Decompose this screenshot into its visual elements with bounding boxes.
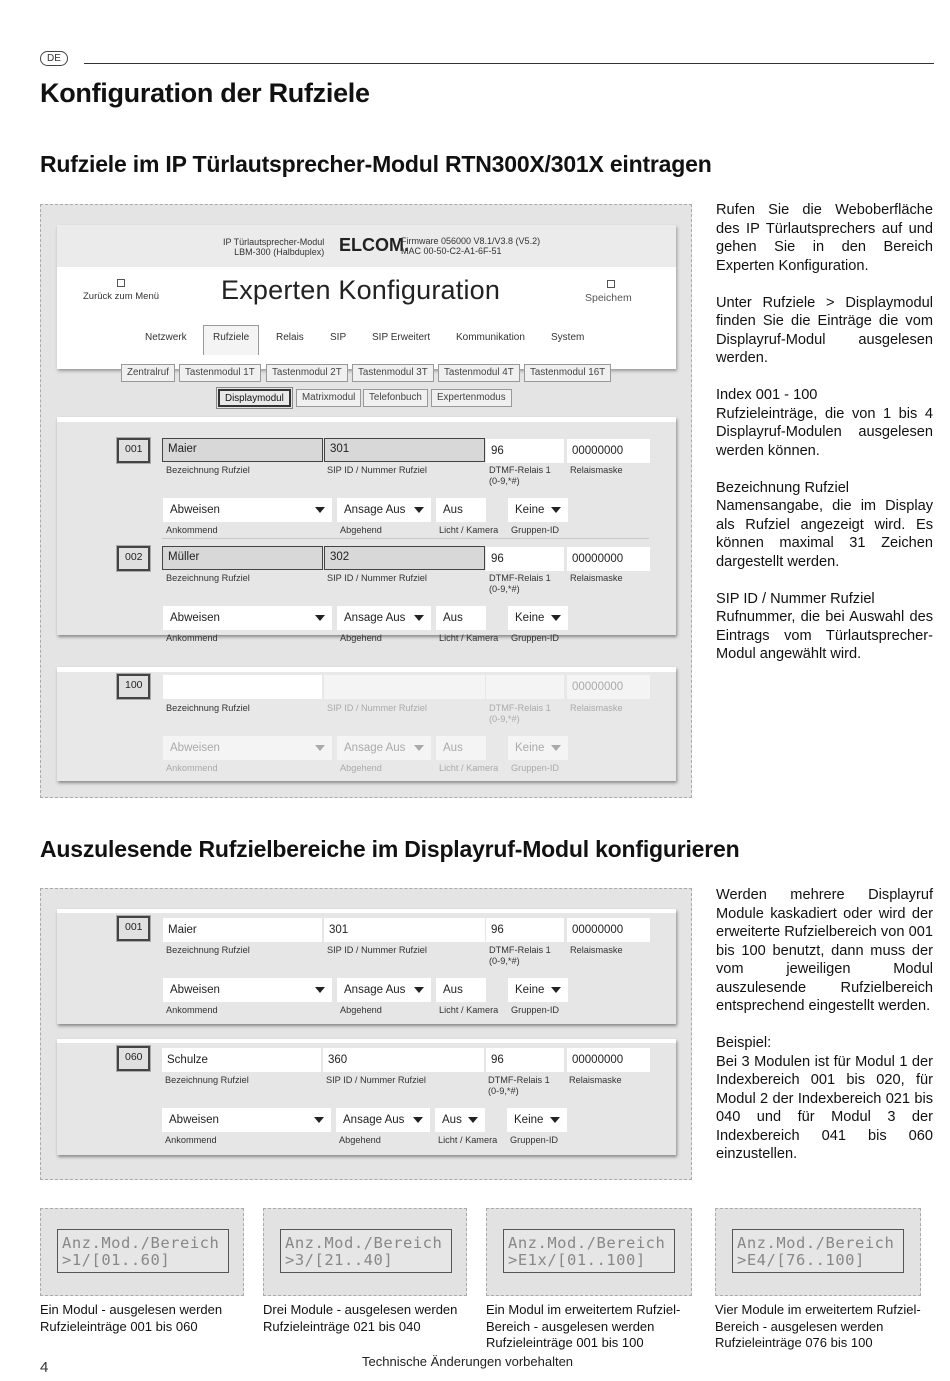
elcom-logo: ELCOM. bbox=[339, 235, 409, 255]
lcd-display-example bbox=[263, 1208, 467, 1296]
tab-relais[interactable]: Relais bbox=[276, 332, 304, 343]
outgoing-value: Ansage Aus bbox=[344, 984, 406, 996]
definition: Rufnummer, die bei Auswahl des Eintrags vom Türlautsprecher-Modul angewählt wird. bbox=[716, 609, 933, 662]
paragraph bbox=[716, 590, 933, 664]
incoming-select[interactable] bbox=[163, 498, 332, 522]
group-select[interactable] bbox=[508, 978, 568, 1002]
dtmf-field[interactable]: 96 bbox=[486, 918, 564, 942]
group-select[interactable] bbox=[507, 1108, 567, 1132]
incoming-label: Ankommend bbox=[166, 633, 218, 643]
mask-label: Relaismaske bbox=[569, 1075, 622, 1085]
lcd-caption: Ein Modul - ausgelesen werden Rufzieleinträge 001 bis 060 bbox=[40, 1302, 223, 1334]
entry-index: 001 bbox=[117, 438, 150, 463]
group-select[interactable] bbox=[508, 736, 568, 760]
sip-label: SIP ID / Nummer Rufziel bbox=[327, 465, 427, 475]
subtab-tastenmodul-4t[interactable]: Tastenmodul 4T bbox=[438, 364, 520, 382]
incoming-value: Abweisen bbox=[170, 742, 220, 754]
outgoing-select[interactable] bbox=[336, 1108, 430, 1132]
chevron-down-icon bbox=[551, 745, 561, 751]
group-label: Gruppen-ID bbox=[511, 1005, 560, 1015]
tab-netzwerk[interactable]: Netzwerk bbox=[145, 332, 187, 343]
entry-panel bbox=[57, 909, 676, 1024]
chevron-down-icon bbox=[551, 987, 561, 993]
sip-id-field[interactable]: 301 bbox=[324, 438, 485, 462]
device-info bbox=[223, 237, 324, 257]
dtmf-label: DTMF-Relais 1 bbox=[489, 703, 551, 713]
group-label: Gruppen-ID bbox=[511, 525, 560, 535]
lcd-screen bbox=[503, 1229, 675, 1273]
term: SIP ID / Nummer Rufziel bbox=[716, 590, 875, 607]
name-field[interactable] bbox=[163, 675, 322, 699]
mask-label: Relaismaske bbox=[570, 465, 623, 475]
entries-panel bbox=[57, 417, 676, 643]
device-name: IP Türlautsprecher-Modul bbox=[223, 237, 325, 247]
lcd-screen bbox=[57, 1229, 229, 1273]
name-label: Bezeichnung Rufziel bbox=[165, 1075, 249, 1085]
incoming-select[interactable] bbox=[163, 606, 332, 630]
expert-config-title: Experten Konfiguration bbox=[221, 275, 501, 305]
dtmf-label: DTMF-Relais 1 bbox=[489, 573, 551, 583]
lcd-line: >E4/[76..100] bbox=[737, 1251, 865, 1269]
incoming-select[interactable] bbox=[163, 978, 332, 1002]
mask-label: Relaismaske bbox=[570, 703, 623, 713]
subtab-displaymodul[interactable]: Displaymodul bbox=[218, 389, 291, 407]
dtmf-label: DTMF-Relais 1 bbox=[488, 1075, 550, 1085]
outgoing-label: Abgehend bbox=[340, 525, 382, 535]
light-label: Licht / Kamera bbox=[439, 525, 499, 535]
light-label: Licht / Kamera bbox=[438, 1135, 498, 1145]
lcd-display-example bbox=[40, 1208, 244, 1296]
paragraph: Unter Rufziele > Displaymodul finden Sie die Einträge die vom Displayruf-Modul ausgelesen werden. bbox=[716, 294, 933, 366]
chevron-down-icon bbox=[315, 507, 325, 513]
dtmf-hint: (0-9,*#) bbox=[489, 714, 520, 724]
outgoing-label: Abgehend bbox=[340, 763, 382, 773]
lcd-line: >3/[21..40] bbox=[285, 1251, 394, 1269]
section2-title: Auszulesende Rufzielbereiche im Displayruf-Modul konfigurieren bbox=[40, 836, 740, 862]
example-text: Bei 3 Modulen ist für Modul 1 der Indexbereich 001 bis 020, für Modul 2 der Indexbereich 021 bis 040 und für Modul 3 der Indexbereich 041 bis 060 einzustellen. bbox=[716, 1053, 933, 1162]
back-to-menu-link[interactable]: Zurück zum Menü bbox=[83, 291, 160, 302]
language-badge: DE bbox=[40, 51, 68, 66]
dtmf-label: DTMF-Relais 1 bbox=[489, 465, 551, 475]
sip-id-field[interactable]: 302 bbox=[324, 546, 485, 570]
main-tabs bbox=[57, 325, 676, 369]
entry-index: 060 bbox=[117, 1046, 150, 1071]
name-field[interactable]: Schulze bbox=[162, 1048, 321, 1072]
paragraph bbox=[716, 479, 933, 572]
dtmf-field[interactable]: 96 bbox=[486, 1048, 564, 1072]
relay-mask-field[interactable]: 00000000 bbox=[567, 918, 650, 942]
outgoing-select[interactable] bbox=[337, 978, 431, 1002]
mac-address: MAC 00-50-C2-A1-6F-51 bbox=[401, 246, 502, 256]
incoming-value: Abweisen bbox=[169, 1114, 219, 1126]
tab-kommunikation[interactable]: Kommunikation bbox=[456, 332, 525, 343]
dtmf-label: DTMF-Relais 1 bbox=[489, 945, 551, 955]
group-select[interactable] bbox=[508, 606, 568, 630]
lcd-caption: Vier Module im erweitertem Rufziel-Bereich - ausgelesen werden Rufzieleinträge 076 bis 100 bbox=[715, 1302, 921, 1350]
lcd-caption: Drei Module - ausgelesen werden Rufzieleinträge 021 bis 040 bbox=[263, 1302, 458, 1334]
dtmf-field[interactable] bbox=[486, 675, 564, 699]
lcd-display-example bbox=[715, 1208, 921, 1296]
group-value: Keine bbox=[514, 1114, 544, 1126]
outgoing-value: Ansage Aus bbox=[344, 742, 406, 754]
incoming-label: Ankommend bbox=[165, 1135, 217, 1145]
name-field[interactable]: Maier bbox=[162, 438, 323, 462]
mask-label: Relaismaske bbox=[570, 945, 623, 955]
chevron-down-icon bbox=[414, 507, 424, 513]
chevron-down-icon bbox=[414, 745, 424, 751]
light-value: Aus bbox=[442, 1114, 462, 1126]
lcd-screen bbox=[280, 1229, 452, 1273]
dtmf-hint: (0-9,*#) bbox=[489, 956, 520, 966]
relay-mask-field[interactable]: 00000000 bbox=[567, 439, 650, 463]
tab-sip-erweitert[interactable]: SIP Erweitert bbox=[372, 332, 431, 343]
subtab-tastenmodul-3t[interactable]: Tastenmodul 3T bbox=[352, 364, 434, 382]
chevron-down-icon bbox=[315, 987, 325, 993]
chevron-down-icon bbox=[315, 745, 325, 751]
light-value: Aus bbox=[443, 984, 463, 996]
paragraph bbox=[716, 386, 933, 460]
group-label: Gruppen-ID bbox=[511, 763, 560, 773]
incoming-label: Ankommend bbox=[166, 525, 218, 535]
lcd-line: Anz.Mod./Bereich bbox=[737, 1234, 895, 1252]
lcd-line: Anz.Mod./Bereich bbox=[62, 1234, 220, 1252]
name-label: Bezeichnung Rufziel bbox=[166, 945, 250, 955]
lcd-line: >1/[01..60] bbox=[62, 1251, 171, 1269]
chevron-down-icon bbox=[414, 987, 424, 993]
group-label: Gruppen-ID bbox=[510, 1135, 559, 1145]
name-label: Bezeichnung Rufziel bbox=[166, 573, 250, 583]
sip-id-field[interactable]: 301 bbox=[324, 918, 485, 942]
chevron-down-icon bbox=[413, 1117, 423, 1123]
firmware-info bbox=[401, 236, 540, 256]
sip-id-field[interactable]: 360 bbox=[323, 1048, 484, 1072]
outgoing-select[interactable] bbox=[337, 498, 431, 522]
row-divider bbox=[162, 538, 649, 539]
dtmf-field[interactable]: 96 bbox=[486, 547, 564, 571]
firmware-version: Firmware 056000 V8.1/V3.8 (V5.2) bbox=[401, 236, 541, 246]
entry-index: 002 bbox=[117, 546, 150, 571]
back-checkbox-icon[interactable] bbox=[117, 279, 125, 287]
light-select[interactable] bbox=[436, 978, 486, 1002]
header-rule bbox=[84, 63, 934, 64]
subtab-tastenmodul-16t[interactable]: Tastenmodul 16T bbox=[524, 364, 611, 382]
lcd-display-example bbox=[486, 1208, 692, 1296]
light-label: Licht / Kamera bbox=[439, 633, 499, 643]
lcd-screen bbox=[732, 1229, 904, 1273]
name-field[interactable]: Maier bbox=[163, 918, 322, 942]
group-label: Gruppen-ID bbox=[511, 633, 560, 643]
example-heading: Beispiel: bbox=[716, 1035, 772, 1051]
outgoing-label: Abgehend bbox=[339, 1135, 381, 1145]
outgoing-select[interactable] bbox=[337, 606, 431, 630]
chevron-down-icon bbox=[551, 615, 561, 621]
chevron-down-icon bbox=[551, 507, 561, 513]
sip-label: SIP ID / Nummer Rufziel bbox=[327, 945, 427, 955]
name-label: Bezeichnung Rufziel bbox=[166, 465, 250, 475]
sip-id-field[interactable] bbox=[324, 675, 485, 699]
group-value: Keine bbox=[515, 984, 545, 996]
save-link[interactable]: Speichem bbox=[585, 292, 632, 304]
tab-system[interactable]: System bbox=[551, 332, 585, 343]
light-label: Licht / Kamera bbox=[439, 763, 499, 773]
relay-mask-field[interactable]: 00000000 bbox=[567, 1048, 650, 1072]
chevron-down-icon bbox=[414, 615, 424, 621]
name-field[interactable]: Müller bbox=[162, 546, 323, 570]
sip-label: SIP ID / Nummer Rufziel bbox=[327, 703, 427, 713]
incoming-value: Abweisen bbox=[170, 612, 220, 624]
group-select[interactable] bbox=[508, 498, 568, 522]
incoming-select[interactable] bbox=[162, 1108, 331, 1132]
definition: Namensangabe, die im Display als Rufziel angezeigt wird. Es können maximal 31 Zeichen dargestellt werden. bbox=[716, 498, 933, 570]
web-ui-screenshot bbox=[40, 204, 692, 798]
subtab-expertenmodus[interactable]: Expertenmodus bbox=[431, 389, 512, 407]
subtab-tastenmodul-2t[interactable]: Tastenmodul 2T bbox=[266, 364, 348, 382]
save-checkbox-icon[interactable] bbox=[607, 280, 615, 288]
incoming-value: Abweisen bbox=[170, 504, 220, 516]
chevron-down-icon bbox=[315, 615, 325, 621]
range-config-screenshot bbox=[40, 888, 692, 1180]
light-value: Aus bbox=[443, 742, 463, 754]
entry-100-panel bbox=[57, 667, 676, 781]
lcd-line: Anz.Mod./Bereich bbox=[285, 1234, 443, 1252]
group-value: Keine bbox=[515, 742, 545, 754]
term: Bezeichnung Rufziel bbox=[716, 479, 850, 496]
section1-title: Rufziele im IP Türlautsprecher-Modul RTN300X/301X eintragen bbox=[40, 151, 712, 177]
section2-description bbox=[716, 886, 933, 1182]
paragraph bbox=[716, 1034, 933, 1164]
page-number: 4 bbox=[40, 1359, 49, 1376]
subtab-matrixmodul[interactable]: Matrixmodul bbox=[296, 389, 361, 407]
mask-label: Relaismaske bbox=[570, 573, 623, 583]
outgoing-value: Ansage Aus bbox=[344, 612, 406, 624]
device-info-strip bbox=[57, 225, 676, 267]
incoming-select[interactable] bbox=[163, 736, 332, 760]
definition: Rufzieleinträge, die von 1 bis 4 Displayruf-Modulen ausgelesen werden können. bbox=[716, 405, 933, 459]
incoming-label: Ankommend bbox=[166, 763, 218, 773]
config-header bbox=[57, 225, 676, 369]
lcd-line: >E1x/[01..100] bbox=[508, 1251, 646, 1269]
entry-panel bbox=[57, 1039, 676, 1155]
subtab-zentralruf[interactable]: Zentralruf bbox=[121, 364, 175, 382]
name-label: Bezeichnung Rufziel bbox=[166, 703, 250, 713]
term: Index 001 - 100 bbox=[716, 387, 818, 403]
chevron-down-icon bbox=[550, 1117, 560, 1123]
incoming-value: Abweisen bbox=[170, 984, 220, 996]
sip-label: SIP ID / Nummer Rufziel bbox=[326, 1075, 426, 1085]
light-value: Aus bbox=[443, 612, 463, 624]
outgoing-label: Abgehend bbox=[340, 1005, 382, 1015]
paragraph: Rufen Sie die Weboberfläche des IP Türlautsprechers auf und gehen Sie in den Bereich Experten Konfiguration. bbox=[716, 202, 933, 274]
outgoing-value: Ansage Aus bbox=[343, 1114, 405, 1126]
dtmf-field[interactable]: 96 bbox=[486, 439, 564, 463]
chevron-down-icon bbox=[314, 1117, 324, 1123]
page-title: Konfiguration der Rufziele bbox=[40, 78, 370, 108]
subtab-tastenmodul-1t[interactable]: Tastenmodul 1T bbox=[179, 364, 261, 382]
subtab-telefonbuch[interactable]: Telefonbuch bbox=[363, 389, 428, 407]
sip-label: SIP ID / Nummer Rufziel bbox=[327, 573, 427, 583]
dtmf-hint: (0-9,*#) bbox=[488, 1086, 519, 1096]
relay-mask-field[interactable]: 00000000 bbox=[567, 547, 650, 571]
tab-rufziele[interactable]: Rufziele bbox=[203, 325, 259, 355]
light-select[interactable] bbox=[436, 736, 486, 760]
lcd-line: Anz.Mod./Bereich bbox=[508, 1234, 666, 1252]
relay-mask-field[interactable]: 00000000 bbox=[567, 675, 650, 699]
dtmf-hint: (0-9,*#) bbox=[489, 476, 520, 486]
incoming-label: Ankommend bbox=[166, 1005, 218, 1015]
light-value: Aus bbox=[443, 504, 463, 516]
paragraph: Werden mehrere Displayruf Module kaskadiert oder wird der erweiterte Rufzielbereich von 001 bis 100 benutzt, dann muss der vom jeweiligen Modul auszulesende Rufzielbereich entsprechend eingestellt werden. bbox=[716, 887, 933, 1014]
outgoing-select[interactable] bbox=[337, 736, 431, 760]
section1-description bbox=[716, 201, 933, 682]
light-label: Licht / Kamera bbox=[439, 1005, 499, 1015]
tab-sip[interactable]: SIP bbox=[330, 332, 347, 343]
light-select[interactable] bbox=[436, 498, 486, 522]
outgoing-label: Abgehend bbox=[340, 633, 382, 643]
chevron-down-icon bbox=[468, 1117, 478, 1123]
device-model: LBM-300 (Halbduplex) bbox=[234, 247, 325, 257]
lcd-caption: Ein Modul im erweitertem Rufziel-Bereich - ausgelesen werden Rufzieleinträge 001 bis 100 bbox=[486, 1302, 681, 1350]
footer-note: Technische Änderungen vorbehalten bbox=[362, 1354, 574, 1369]
light-select[interactable] bbox=[435, 1108, 485, 1132]
group-value: Keine bbox=[515, 504, 545, 516]
entry-index: 100 bbox=[117, 674, 150, 699]
outgoing-value: Ansage Aus bbox=[344, 504, 406, 516]
entry-index: 001 bbox=[117, 916, 150, 941]
light-select[interactable] bbox=[436, 606, 486, 630]
group-value: Keine bbox=[515, 612, 545, 624]
dtmf-hint: (0-9,*#) bbox=[489, 584, 520, 594]
